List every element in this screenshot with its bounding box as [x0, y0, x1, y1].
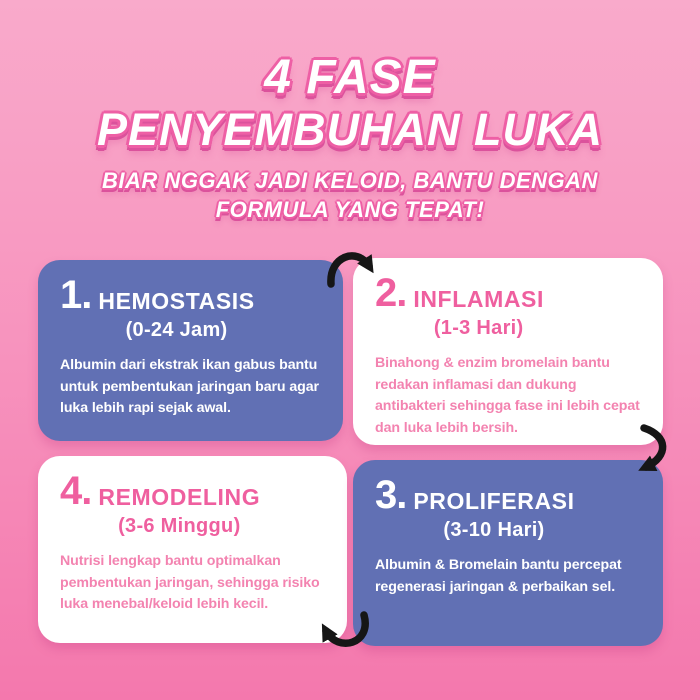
phase-1-description: Albumin dari ekstrak ikan gabus bantu untuk pembentukan jaringan baru agar luka lebih rapi sejak awal. [60, 357, 319, 417]
phase-2-title-group [413, 273, 544, 340]
phase-1-title-group [98, 275, 254, 342]
phase-1-number: 1. [60, 273, 92, 317]
phase-2-number: 2. [375, 271, 407, 315]
phase-1-header [60, 275, 329, 342]
card-phase-3-proliferasi [353, 460, 663, 646]
phase-3-name: PROLIFERASI [413, 488, 575, 514]
phase-3-header [375, 475, 649, 542]
phase-4-header [60, 471, 333, 538]
phase-3-title-group [413, 475, 574, 542]
card-phase-2-inflamasi [353, 258, 663, 445]
page-title-line2: PENYEMBUHAN LUKA [96, 103, 603, 155]
page-subtitle [0, 166, 700, 224]
card-phase-1-hemostasis [38, 260, 343, 441]
card-phase-4-remodeling [38, 456, 347, 643]
subtitle-line1: BIAR NGGAK JADI KELOID, BANTU DENGAN [102, 167, 598, 193]
phase-2-name: INFLAMASI [413, 286, 544, 312]
title-block [0, 51, 700, 224]
phase-1-name: HEMOSTASIS [98, 288, 255, 314]
phase-2-header [375, 273, 649, 340]
phase-4-title-group [98, 471, 260, 538]
phase-3-description: Albumin & Bromelain bantu percepat regenerasi jaringan & perbaikan sel. [375, 557, 622, 595]
phase-4-name: REMODELING [98, 484, 261, 510]
page-title-line1: 4 FASE [264, 51, 436, 104]
phase-2-duration: (1-3 Hari) [433, 317, 524, 339]
subtitle-line2: FORMULA YANG TEPAT! [215, 196, 485, 222]
phase-1-duration: (0-24 Jam) [125, 319, 228, 341]
phase-2-description: Binahong & enzim bromelain bantu redakan inflamasi dan dukung antibakteri sehingga fase ini lebih cepat dan luka lebih bersih. [375, 355, 640, 436]
phase-4-description: Nutrisi lengkap bantu optimalkan pembentukan jaringan, sehingga risiko luka menebal/keloid lebih kecil. [60, 553, 320, 613]
phase-3-number: 3. [375, 473, 407, 517]
phase-4-duration: (3-6 Minggu) [118, 515, 241, 537]
phase-3-duration: (3-10 Hari) [443, 519, 545, 541]
phase-4-number: 4. [60, 469, 92, 513]
